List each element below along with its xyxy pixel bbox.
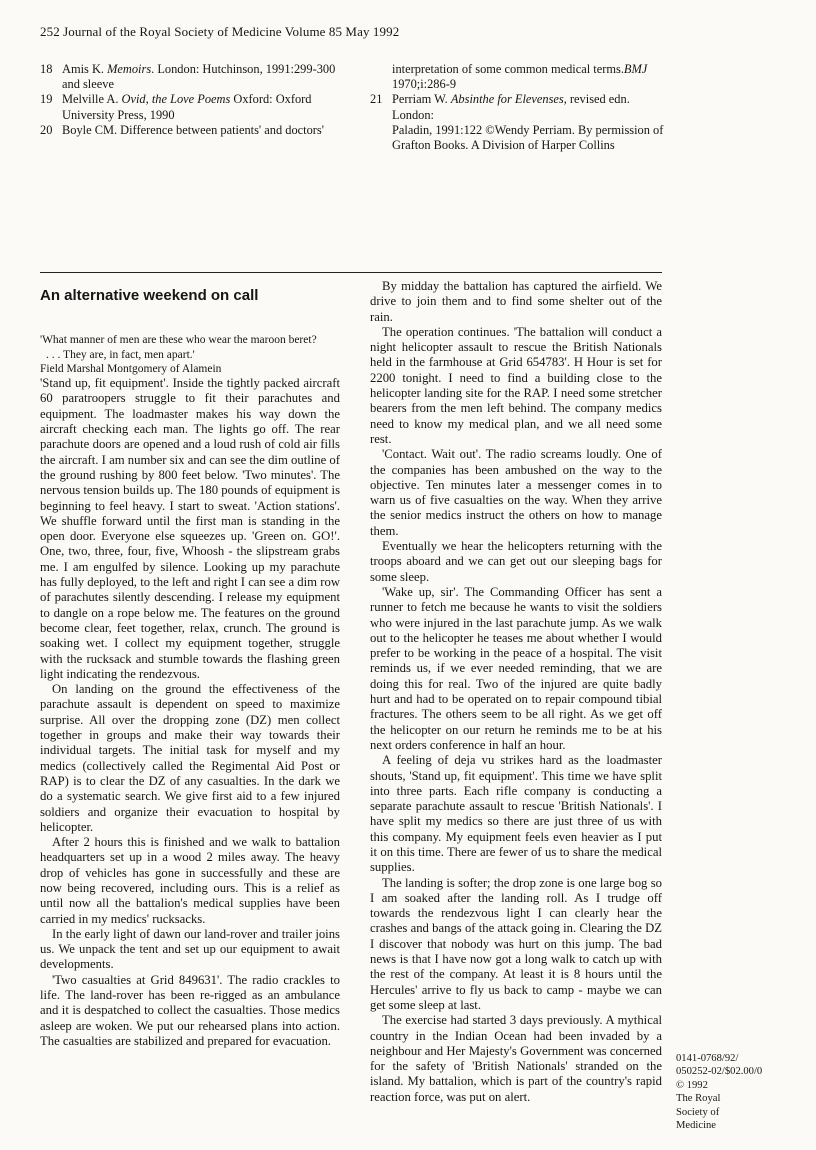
reference-21-continuation-2: Grafton Books. A Division of Harper Collins — [392, 138, 615, 153]
article-title: An alternative weekend on call — [40, 287, 259, 304]
epigraph — [40, 333, 340, 376]
epigraph-line: . . . They are, in fact, men apart.' — [46, 348, 195, 361]
epigraph-line: 'What manner of men are these who wear the maroon beret? — [40, 334, 317, 347]
issn-line: 0141-0768/92/ — [676, 1053, 739, 1064]
reference-number: 18 — [40, 62, 53, 76]
publisher-line: Medicine — [676, 1120, 717, 1132]
reference-20-continuation-2: 1970;i:286-9 — [392, 77, 457, 92]
copyright-year: © 1992 — [676, 1079, 708, 1091]
reference-21 — [370, 92, 670, 122]
paragraph: In the early light of dawn our land-rover and trailer joins us. We unpack the tent and set up our equipment to await developments. — [40, 926, 340, 972]
reference-19 — [40, 92, 340, 107]
publisher-line: The Royal — [676, 1093, 721, 1105]
reference-20-continuation: interpretation of some common medical terms. BMJ — [392, 62, 648, 76]
section-divider — [40, 272, 662, 273]
publisher-line: Society of — [676, 1106, 720, 1118]
paragraph: Eventually we hear the helicopters returning with the troops aboard and we can get out our sleeping bags for some sleep. — [370, 539, 662, 584]
references-left — [40, 62, 340, 138]
reference-18-continuation: and sleeve — [62, 77, 114, 92]
paragraph: 'Wake up, sir'. The Commanding Officer has sent a runner to fetch me because he wants to visit the soldiers who were injured in the last parachute jump. As we walk out to the helicopter he teases me about whether I would prefer to be working in the peace of a hospital. The visit reminds us, if we ever needed reminding, that we are doing this for real. Two of the injured are quite badly hurt and had to be operated on to repair compound tibial fractures. The others seem to be all right. As we get off the helicopter on our return he reminds me to be at his next orders conference in half an hour. — [370, 584, 662, 752]
reference-20 — [40, 123, 340, 138]
issn-line: 050252-02/$02.00/0 — [676, 1066, 763, 1078]
paragraph: A feeling of deja vu strikes hard as the loadmaster shouts, 'Stand up, fit equipment'. This time we have split into three parts. Each rifle company is conducting a separate parachute assault to rescue 'British Nationals'. I have split my medics so there are just three of us with this company. My equipment feels even heavier as I put it on this time. There are fewer of us to share the medical supplies. — [370, 753, 662, 875]
copyright-margin-note — [676, 1052, 762, 1132]
paragraph: On landing on the ground the effectiveness of the parachute assault is dependent on speed to maximize surprise. All over the dropping zone (DZ) men collect together in groups and make their way towards their individual targets. The initial task for myself and my medics (collectively called the Regimental Aid Post or RAP) is to clear the DZ of any casualties. In the dark we do a systematic search. We give first aid to a few injured soldiers and organize their evacuation to hospital by helicopter. — [40, 682, 340, 834]
references-right — [370, 62, 670, 153]
reference-text: Melville A. Ovid, the Love Poems Oxford: Oxford — [62, 92, 312, 107]
reference-number: 19 — [40, 92, 53, 107]
paragraph: 'Stand up, fit equipment'. Inside the tightly packed aircraft 60 paratroopers struggle to fit their parachutes and equipment. The loadmaster makes his way down the aircraft checking each man. The lights go off. The rear parachute doors are opened and a loud rush of cold air fills the aircraft. I am number six and can see the dim outline of the ground rushing by 800 feet below. 'Two minutes'. The nervous tension builds up. The 180 pounds of equipment is beginning to feel heavy. I start to sweat. 'Action stations'. We shuffle forward until the first man is standing in the open door. Everyone else squeezes up. 'Green on. GO!'. One, two, three, four, five, Whoosh - the slipstream grabs me. I am engulfed by silence. Looking up my parachute has fully deployed, to the left and right I can see a dim row of parachutes silently descending. I release my equipment to dangle on a rope below me. The features on the ground become clear, feet together, relax, crunch. The ground is soaking wet. I collect my equipment together, struggle with the rucksack and stumble towards the flashing green light indicating the rendezvous. — [40, 376, 341, 681]
reference-text: Boyle CM. Difference between patients' and doctors' — [62, 122, 324, 137]
paragraph: 'Contact. Wait out'. The radio screams loudly. One of the companies has been ambushed on the way to the objective. Ten minutes later a messenger comes in to warn us of five casualties on the way. When they arrive the senior medics instruct the others on how to manage them. — [370, 447, 662, 538]
reference-19-continuation: University Press, 1990 — [62, 107, 175, 122]
paragraph: The exercise had started 3 days previously. A mythical country in the Indian Ocean had been invaded by a neighbour and Her Majesty's Government was concerned for the safety of 'British Nationals' stranded on the island. My battalion, which is part of the country's rapid reaction force, was put on alert. — [370, 1013, 662, 1104]
reference-text: Perriam W. Absinthe for Elevenses, revised edn. London: — [392, 92, 630, 122]
paragraph: By midday the battalion has captured the airfield. We drive to join them and to find some shelter out of the rain. — [370, 279, 662, 324]
reference-text: Amis K. Memoirs. London: Hutchinson, 1991:299-300 — [62, 62, 336, 76]
reference-number: 21 — [370, 92, 383, 107]
paragraph: The operation continues. 'The battalion will conduct a night helicopter assault to rescue the British Nationals held in the farmhouse at Grid 654783'. H Hour is set for 2200 tonight. I need to find a building close to the helicopter landing site for the RAP. I need some stretcher bearers from the men left behind. The company medics need to know my medical plan, and we all need some rest. — [370, 324, 662, 446]
running-header: 252 Journal of the Royal Society of Medicine Volume 85 May 1992 — [40, 24, 400, 39]
epigraph-attribution: Field Marshal Montgomery of Alamein — [40, 362, 222, 375]
paragraph: The landing is softer; the drop zone is one large bog so I am soaked after the landing roll. As I trudge off towards the rendezvous light I can clearly hear the crashes and bangs of the attack going in. Clearing the DZ I discover that nobody was hurt on this jump. The bad news is that I have now got a long walk to catch up with the rest of the company. At least it is 8 hours until the Hercules' arrive to fly us back to camp - maybe we can get some sleep at last. — [370, 875, 662, 1012]
reference-18 — [40, 62, 340, 77]
article-column-left — [40, 279, 340, 1049]
paragraph: 'Two casualties at Grid 849631'. The radio crackles to life. The land-rover has been re-rigged as an ambulance and it is despatched to collect the casualties. Those medics asleep are woken. We put our rehearsed plans into action. The casualties are stabilized and prepared for evacuation. — [40, 972, 340, 1048]
article-column-right — [370, 279, 662, 1105]
reference-21-continuation: Paladin, 1991:122 ©Wendy Perriam. By permission of — [392, 122, 664, 137]
reference-number: 20 — [40, 122, 53, 137]
paragraph: After 2 hours this is finished and we walk to battalion headquarters set up in a wood 2 miles away. The heavy drop of vehicles has gone in successfully and these are now being recovered, including ours. This is a relief as until now all the battalion's medical supplies have been carried in my medics' rucksacks. — [40, 835, 340, 926]
